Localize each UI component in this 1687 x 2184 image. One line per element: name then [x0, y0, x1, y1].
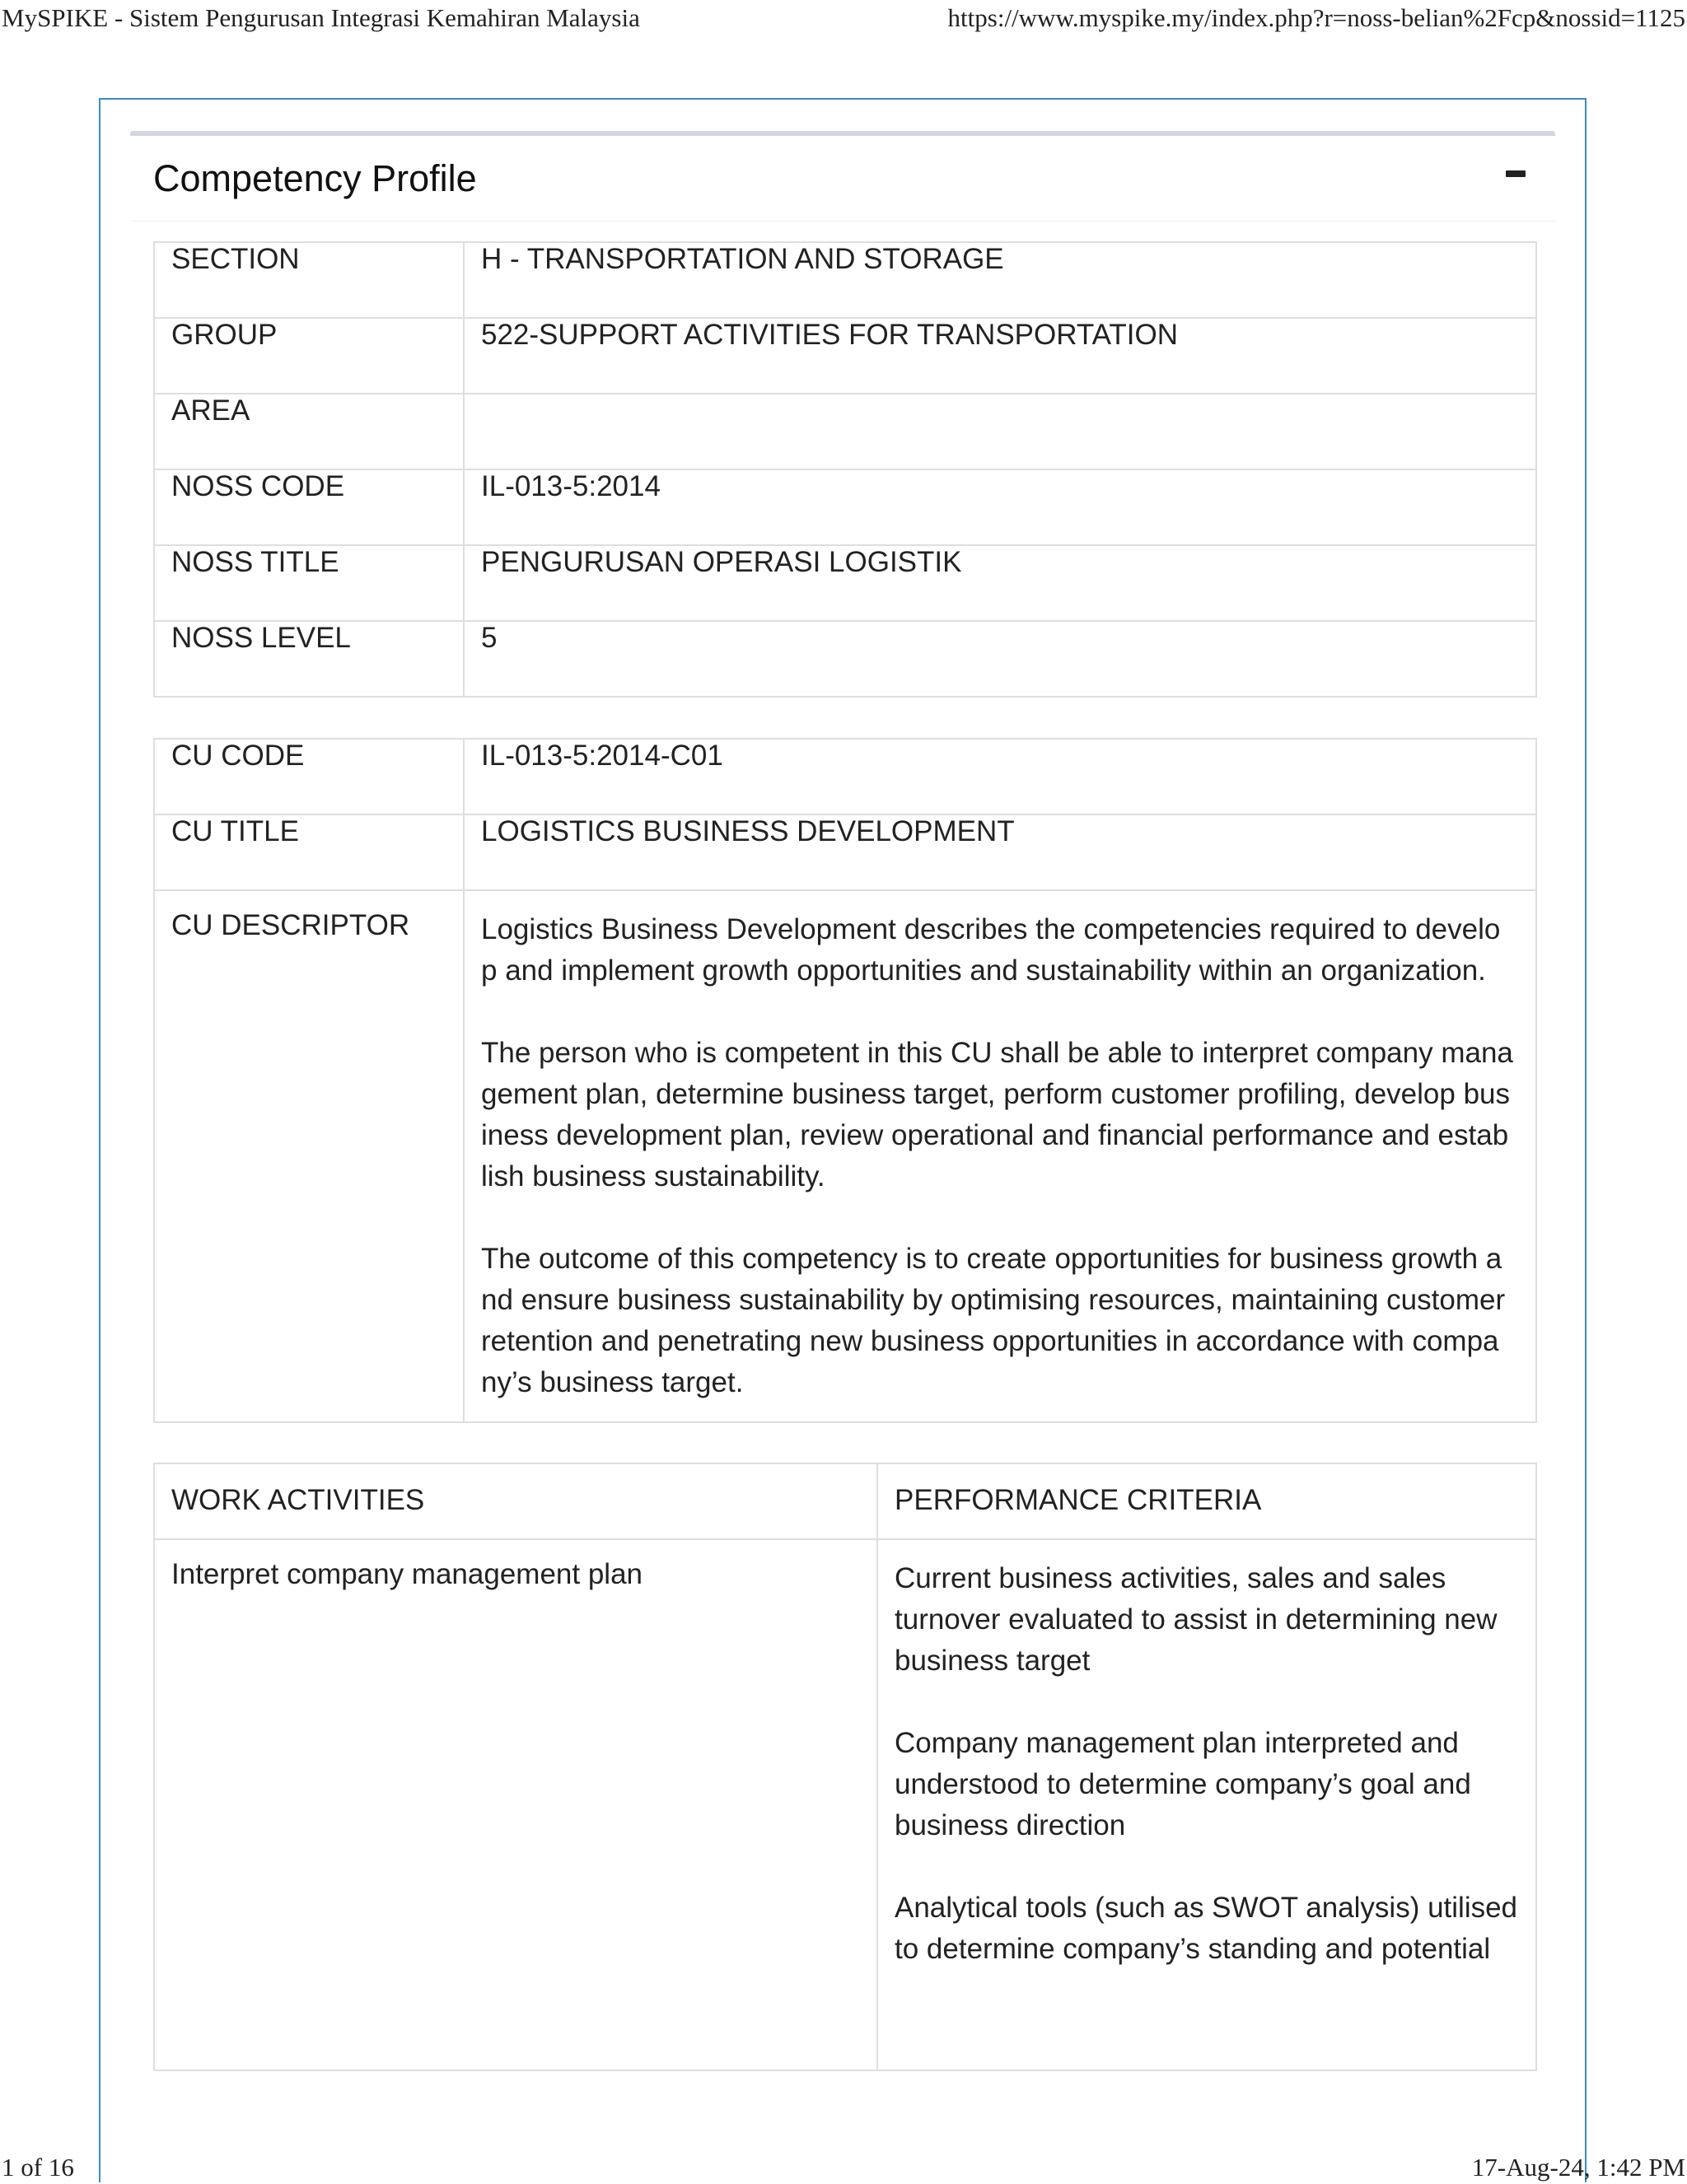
- cu-descriptor-label: CU DESCRIPTOR: [154, 890, 464, 1422]
- noss-code-value: IL-013-5:2014: [464, 469, 1536, 545]
- cu-info-table: [153, 738, 1537, 1423]
- cu-title-label: CU TITLE: [154, 814, 464, 890]
- competency-profile-box: [130, 131, 1555, 222]
- work-activities-header: WORK ACTIVITIES: [154, 1463, 877, 1539]
- table-row: [154, 814, 1536, 890]
- table-row: [154, 739, 1536, 814]
- table-row: [154, 242, 1536, 318]
- area-value: [464, 394, 1536, 469]
- table-row: [154, 1539, 1536, 2070]
- noss-title-value: PENGURUSAN OPERASI LOGISTIK: [464, 545, 1536, 621]
- table-row: [154, 890, 1536, 1422]
- descriptor-paragraph: Logistics Business Development describes the competencies required to develo p and implement growth opportunities and sustainability within an organization.: [481, 913, 1501, 987]
- cu-title-value: LOGISTICS BUSINESS DEVELOPMENT: [464, 814, 1536, 890]
- noss-level-label: NOSS LEVEL: [154, 621, 464, 697]
- work-activities-table: [153, 1463, 1537, 2071]
- minus-icon[interactable]: [1506, 170, 1526, 177]
- noss-level-value: 5: [464, 621, 1536, 697]
- cu-code-value: IL-013-5:2014-C01: [464, 739, 1536, 814]
- group-label: GROUP: [154, 318, 464, 394]
- print-footer-page: 1 of 16: [2, 2153, 74, 2182]
- print-header-title: MySPIKE - Sistem Pengurusan Integrasi Kemahiran Malaysia: [2, 3, 640, 32]
- area-label: AREA: [154, 394, 464, 469]
- noss-title-label: NOSS TITLE: [154, 545, 464, 621]
- noss-code-label: NOSS CODE: [154, 469, 464, 545]
- cu-descriptor-value: [464, 890, 1536, 1422]
- table-row: [154, 318, 1536, 394]
- section-value: H - TRANSPORTATION AND STORAGE: [464, 242, 1536, 318]
- noss-info-table: [153, 241, 1537, 698]
- group-value: 522-SUPPORT ACTIVITIES FOR TRANSPORTATION: [464, 318, 1536, 394]
- performance-criterion: Current business activities, sales and sales turnover evaluated to assist in determining new business target: [895, 1562, 1498, 1677]
- descriptor-paragraph: The person who is competent in this CU shall be able to interpret company mana gement plan, determine business target, perform customer profiling, develop bus iness development plan, review operational and financial performance and estab lish business sustainability.: [481, 1037, 1513, 1192]
- table-row: [154, 394, 1536, 469]
- performance-criterion: Company management plan interpreted and understood to determine company’s goal and business direction: [895, 1727, 1471, 1841]
- performance-criteria-list: [877, 1539, 1536, 2070]
- table-header-row: [154, 1463, 1536, 1539]
- print-header-url: https://www.myspike.my/index.php?r=noss-belian%2Fcp&nossid=1125: [947, 3, 1685, 32]
- table-row: [154, 469, 1536, 545]
- box-header: [130, 136, 1555, 222]
- section-label: SECTION: [154, 242, 464, 318]
- table-row: [154, 621, 1536, 697]
- performance-criterion: Analytical tools (such as SWOT analysis) utilised to determine company’s standing and potential: [895, 1892, 1518, 1965]
- box-title: Competency Profile: [153, 157, 477, 199]
- cu-code-label: CU CODE: [154, 739, 464, 814]
- table-row: [154, 545, 1536, 621]
- descriptor-paragraph: The outcome of this competency is to create opportunities for business growth a nd ensure business sustainability by optimising resources, maintaining customer retention and penetrating new business opportunities in accordance with compa ny’s business target.: [481, 1243, 1506, 1398]
- print-footer-datetime: 17-Aug-24, 1:42 PM: [1471, 2153, 1685, 2182]
- work-activity: Interpret company management plan: [154, 1539, 877, 2070]
- performance-criteria-header: PERFORMANCE CRITERIA: [877, 1463, 1536, 1539]
